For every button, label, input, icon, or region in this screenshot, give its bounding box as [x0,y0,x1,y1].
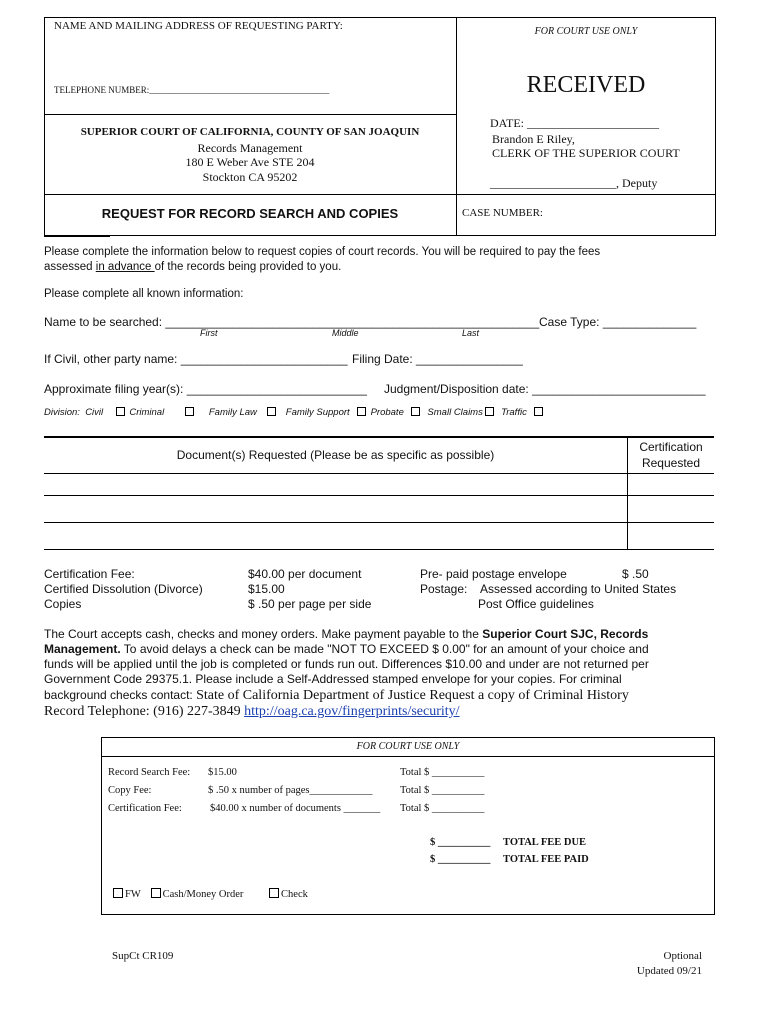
postage-envelope-value: $ .50 [622,567,649,581]
known-info: Please complete all known information: [44,288,244,300]
division-civil-label: Civil [85,407,104,418]
search-fee-label: Record Search Fee: [108,767,191,778]
title-tab-line [44,236,110,237]
intro-line-2: assessed in advance of the records being provided to you. [44,261,342,273]
payment-line-4: Government Code 29375.1. Please include a Self-Addressed stamped envelope for your copies. For criminal [44,672,622,686]
postage-text-2: Post Office guidelines [478,597,594,611]
division-family-law-checkbox[interactable] [267,407,276,416]
cash-label: Cash/Money Order [162,889,244,900]
judgment-date-field[interactable]: Judgment/Disposition date: __________________________ [384,382,706,396]
postage-envelope: Pre- paid postage envelope [420,567,567,581]
cert-fee-value: $40.00 per document [248,567,362,581]
fw-label: FW [125,889,141,900]
intro-line-1: Please complete the information below to request copies of court records. You will be required to pay the fees [44,246,601,258]
check-checkbox[interactable] [269,888,279,898]
header-divider [456,17,457,236]
payment-method-row [111,888,308,900]
name-searched-field[interactable]: Name to be searched: ________________________________________________________ [44,315,540,329]
division-criminal-checkbox[interactable] [185,407,194,416]
other-party-field[interactable]: If Civil, other party name: _________________________ [44,352,348,366]
check-label: Check [281,889,308,900]
header-mid-line [44,114,456,115]
filing-years-field[interactable]: Approximate filing year(s): ___________________________ [44,382,367,396]
fw-checkbox[interactable] [113,888,123,898]
division-family-support-label: Family Support [285,407,350,418]
division-small-claims-label: Small Claims [427,407,483,418]
case-type-field[interactable]: Case Type: ______________ [539,315,697,329]
postage-text: Assessed according to United States [480,582,677,596]
court-box-title-line [101,756,715,757]
division-label: Division: [44,407,80,418]
payment-line-1: The Court accepts cash, checks and money orders. Make payment payable to the Superior Court SJC, Records [44,627,649,641]
middle-label: Middle [332,328,359,338]
court-use-only-label: FOR COURT USE ONLY [534,26,638,37]
received-stamp: RECEIVED [526,72,646,98]
court-city: Stockton CA 95202 [202,170,298,184]
docs-row-3[interactable] [44,549,714,550]
division-family-support-checkbox[interactable] [357,407,366,416]
copy-fee-label: Copy Fee: [108,785,152,796]
docs-top-line [44,436,714,438]
search-fee-value: $15.00 [208,767,237,778]
court-box-title: FOR COURT USE ONLY [356,741,460,752]
court-street: 180 E Weber Ave STE 204 [185,155,315,169]
copy-fee-total[interactable]: Total $ __________ [400,785,485,796]
cert-header-2: Requested [641,456,701,470]
payment-line-5: background checks contact: State of California Department of Justice Request a copy of Criminal History [44,688,629,703]
payment-line-6: Record Telephone: (916) 227-3849 http://oag.ca.gov/fingerprints/security/ [44,704,460,719]
division-probate-checkbox[interactable] [411,407,420,416]
division-traffic-checkbox[interactable] [534,407,543,416]
header-title-line [44,194,456,195]
optional-label: Optional [663,950,702,962]
total-due-amount[interactable]: $ __________ [430,837,491,848]
division-probate-label: Probate [370,407,404,418]
copies-value: $ .50 per page per side [248,597,372,611]
date-line: DATE: ______________________ [490,116,659,130]
cert-fee-box-value[interactable]: $40.00 x number of documents _______ [210,803,381,814]
cert-header-1: Certification [639,440,703,454]
deputy-line: _____________________, Deputy [490,176,658,190]
division-criminal-label: Criminal [129,407,165,418]
clerk-title: CLERK OF THE SUPERIOR COURT [492,146,680,160]
division-family-law-label: Family Law [208,407,257,418]
requesting-party-label: NAME AND MAILING ADDRESS OF REQUESTING PARTY: [54,20,343,32]
payment-line-3: funds will be applied until the job is completed or funds run out. Differences $10.00 and under are not returned per [44,657,649,671]
filing-date-field[interactable]: Filing Date: ________________ [352,352,523,366]
total-paid-label: TOTAL FEE PAID [503,854,589,865]
cert-fee-total[interactable]: Total $ __________ [400,803,485,814]
division-row [44,407,545,418]
court-name: SUPERIOR COURT OF CALIFORNIA, COUNTY OF SAN JOAQUIN [80,126,420,138]
cert-fee-box-label: Certification Fee: [108,803,182,814]
search-fee-total[interactable]: Total $ __________ [400,767,485,778]
payment-line-2: Management. To avoid delays a check can be made "NOT TO EXCEED $ 0.00" for an amount of your choice and [44,642,649,656]
cert-fee-label: Certification Fee: [44,567,135,581]
case-number-label: CASE NUMBER: [462,207,543,219]
first-label: First [200,328,218,338]
copy-fee-value[interactable]: $ .50 x number of pages____________ [208,785,373,796]
updated-label: Updated 09/21 [636,965,702,977]
docs-header: Document(s) Requested (Please be as specific as possible) [176,448,495,462]
division-small-claims-checkbox[interactable] [485,407,494,416]
division-traffic-label: Traffic [501,407,527,418]
form-title: REQUEST FOR RECORD SEARCH AND COPIES [101,206,399,221]
division-civil-checkbox[interactable] [116,407,125,416]
postage-label: Postage: [420,582,468,596]
docs-header-line [44,473,714,474]
total-due-label: TOTAL FEE DUE [503,837,587,848]
cash-checkbox[interactable] [151,888,161,898]
docs-row-1[interactable] [44,495,714,496]
court-dept: Records Management [197,141,303,155]
telephone-label: TELEPHONE NUMBER:________________________________________ [54,85,330,95]
total-paid-amount[interactable]: $ __________ [430,854,491,865]
dissolution-label: Certified Dissolution (Divorce) [44,582,203,596]
docs-row-2[interactable] [44,522,714,523]
doj-fingerprints-link[interactable]: http://oag.ca.gov/fingerprints/security/ [244,704,460,719]
form-id: SupCt CR109 [112,950,174,962]
clerk-name: Brandon E Riley, [492,132,575,146]
last-label: Last [462,328,480,338]
copies-label: Copies [44,597,82,611]
header-right-line [456,194,716,195]
dissolution-value: $15.00 [248,582,285,596]
